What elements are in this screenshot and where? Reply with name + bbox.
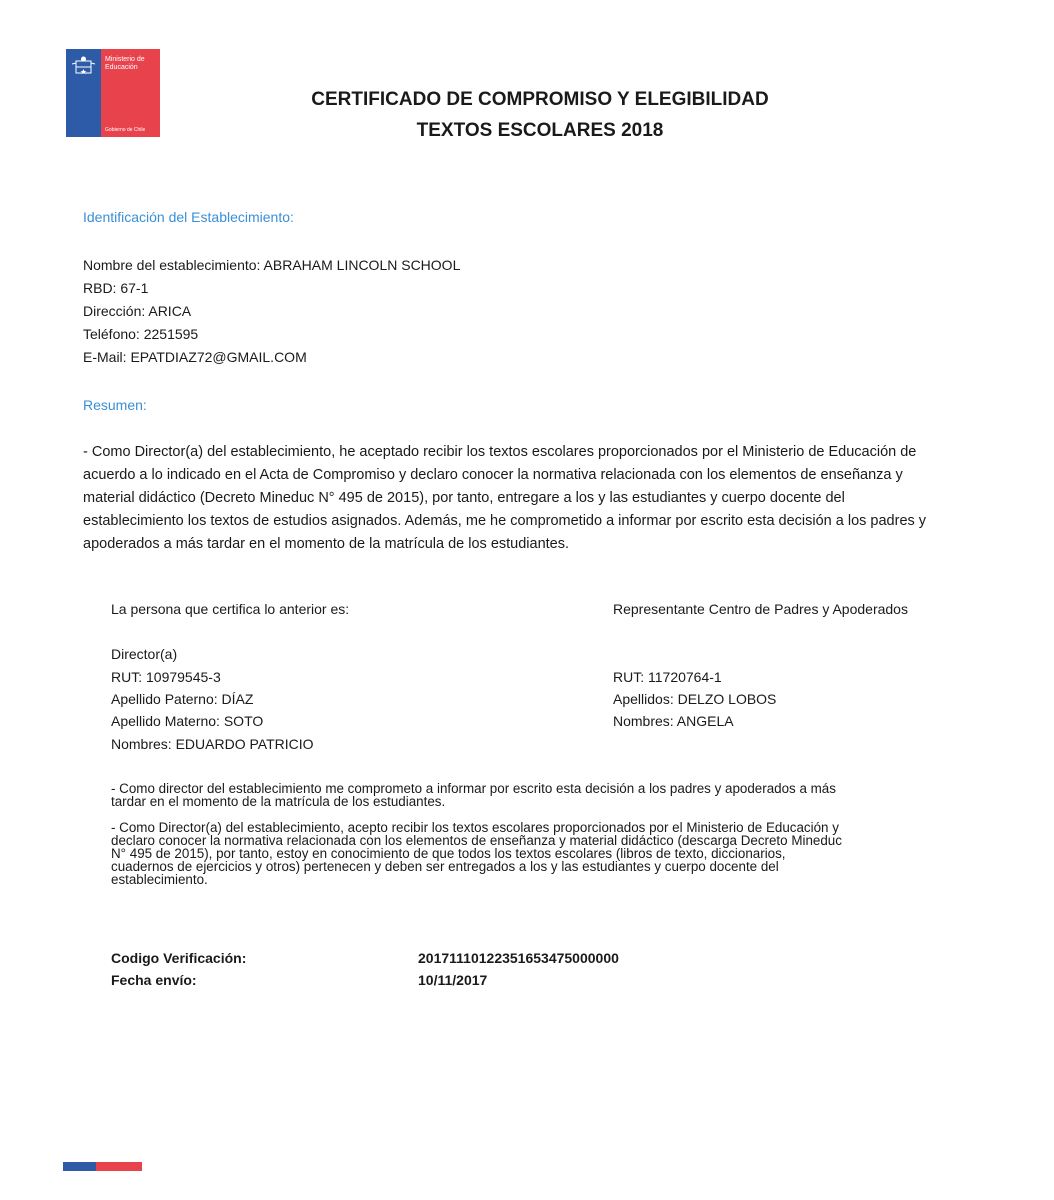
logo-ministry-line1: Ministerio de: [105, 56, 145, 63]
footer-bar-red: [96, 1162, 142, 1171]
compromiso-paragraph-1: [111, 782, 971, 808]
director-apellido-materno: Apellido Materno: SOTO: [111, 713, 264, 729]
codigo-verificacion-label: Codigo Verificación:: [111, 950, 247, 966]
representante-nombres: Nombres: ANGELA: [613, 713, 734, 729]
logo-ministry-line2: Educación: [105, 64, 138, 71]
fecha-envio-label: Fecha envío:: [111, 972, 197, 988]
resumen-heading: Resumen:: [83, 397, 147, 413]
document-title-line2: TEXTOS ESCOLARES 2018: [416, 120, 664, 141]
compromiso-paragraph-2: [111, 821, 971, 886]
nombre-establecimiento: Nombre del establecimiento: ABRAHAM LINCOLN SCHOOL: [83, 257, 461, 273]
compromiso-line: tardar en el momento de la matrícula de los estudiantes.: [111, 794, 446, 809]
footer-color-bar: [63, 1162, 142, 1171]
representante-rut: RUT: 11720764-1: [613, 669, 722, 685]
resumen-line: establecimiento los textos de estudios asignados. Además, me he comprometido a informar por escrito esta decisión a los padres y: [83, 513, 927, 529]
logo-gobierno-text: Gobierno de Chile: [105, 127, 146, 133]
representante-intro: Representante Centro de Padres y Apoderados: [613, 601, 908, 617]
resumen-line: - Como Director(a) del establecimiento, he aceptado recibir los textos escolares proporcionados por el Ministerio de Educación de: [83, 444, 917, 460]
fecha-envio-value: 10/11/2017: [418, 972, 488, 988]
director-nombres: Nombres: EDUARDO PATRICIO: [111, 736, 314, 752]
resumen-line: material didáctico (Decreto Mineduc N° 495 de 2015), por tanto, entregare a los y las estudiantes y cuerpo docente del: [83, 490, 845, 506]
resumen-line: apoderados a más tardar en el momento de la matrícula de los estudiantes.: [83, 536, 570, 552]
logo-blue-block: [66, 49, 101, 137]
director-rut: RUT: 10979545-3: [111, 669, 221, 685]
compromiso-line: declaro conocer la normativa relacionada con los elementos de enseñanza y material didáctico (descarga Decreto Mineduc: [111, 833, 842, 848]
rbd: RBD: 67-1: [83, 280, 149, 296]
compromiso-line: - Como Director(a) del establecimiento, acepto recibir los textos escolares proporcionados por el Ministerio de Educación y: [111, 820, 839, 835]
email: E-Mail: EPATDIAZ72@GMAIL.COM: [83, 349, 307, 365]
director-apellido-paterno: Apellido Paterno: DÍAZ: [111, 691, 254, 707]
director-intro: La persona que certifica lo anterior es:: [111, 601, 350, 617]
ministerio-logo: [66, 49, 160, 137]
logo-red-block: [101, 49, 160, 137]
resumen-paragraph: [83, 441, 995, 556]
telefono: Teléfono: 2251595: [83, 326, 199, 342]
resumen-line: acuerdo a lo indicado en el Acta de Compromiso y declaro conocer la normativa relacionada con los elementos de enseñanza y: [83, 467, 903, 483]
compromiso-line: cuadernos de ejercicios y otros) pertenecen y deben ser entregados a los y las estudiantes y cuerpo docente del: [111, 859, 779, 874]
director-cargo: Director(a): [111, 646, 178, 662]
direccion: Dirección: ARICA: [83, 303, 192, 319]
coat-of-arms-icon: [70, 55, 97, 77]
compromiso-line: N° 495 de 2015), por tanto, estoy en conocimiento de que todos los textos escolares (libros de texto, diccionarios,: [111, 846, 786, 861]
representante-apellidos: Apellidos: DELZO LOBOS: [613, 691, 777, 707]
document-title-line1: CERTIFICADO DE COMPROMISO Y ELEGIBILIDAD: [311, 89, 769, 110]
footer-bar-blue: [63, 1162, 96, 1171]
logo-ministry-text: [105, 56, 145, 72]
identificacion-heading: Identificación del Establecimiento:: [83, 209, 294, 225]
codigo-verificacion-value: 20171110122351653475000000: [418, 950, 619, 966]
compromiso-line: - Como director del establecimiento me comprometo a informar por escrito esta decisión a los padres y apoderados a más: [111, 781, 836, 796]
compromiso-line: establecimiento.: [111, 872, 208, 887]
